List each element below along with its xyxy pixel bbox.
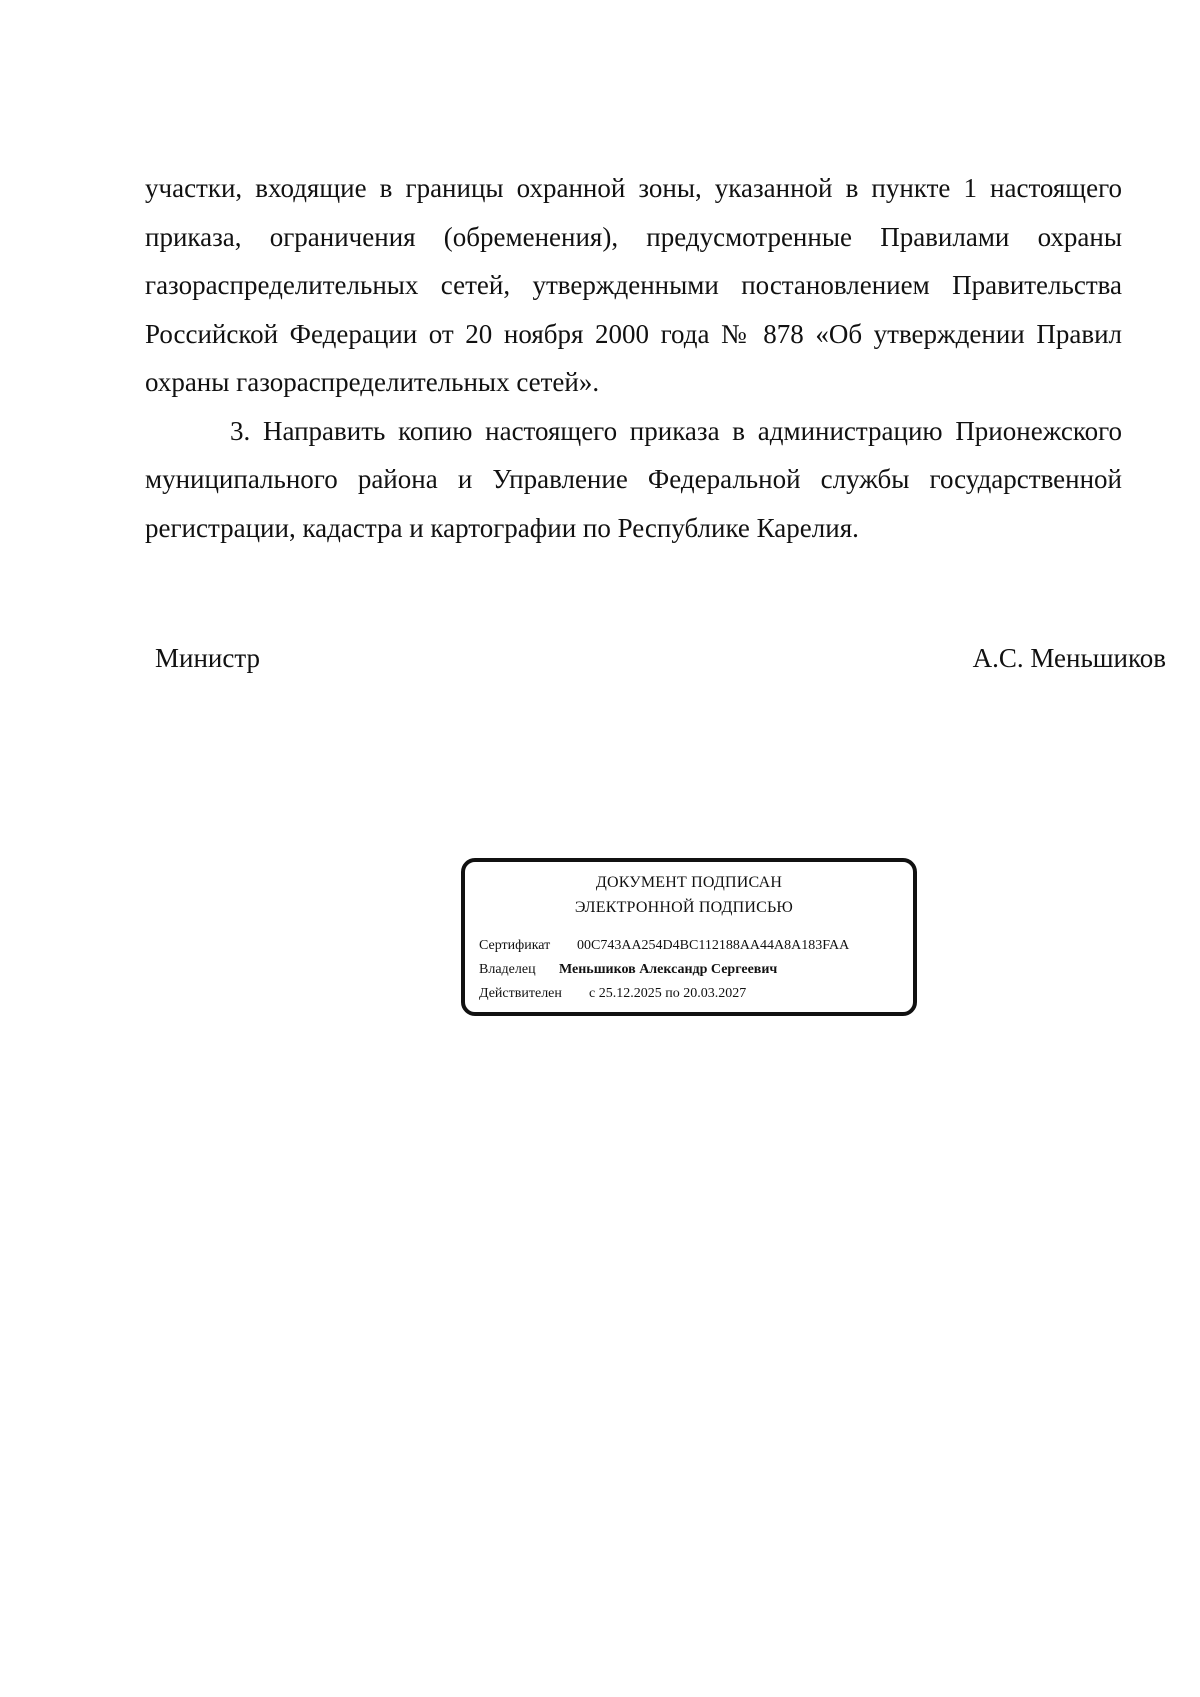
paragraph-item-3: 3. Направить копию настоящего приказа в администрацию Прионежского муниципального района и Управление Федеральной службы государственной регистрации, кадастра и картографии по Республике Карелия. xyxy=(145,415,1122,543)
stamp-validity-row xyxy=(479,984,746,1004)
stamp-title-line-2: ЭЛЕКТРОННОЙ ПОДПИСЬЮ xyxy=(574,899,794,916)
signatory-name: А.С. Меньшиков xyxy=(972,643,1166,673)
validity-value: с 25.12.2025 по 20.03.2027 xyxy=(589,986,747,1001)
validity-label: Действителен xyxy=(479,986,562,1001)
stamp-title xyxy=(465,870,913,920)
owner-label: Владелец xyxy=(479,962,536,977)
document-body xyxy=(145,164,1122,552)
stamp-title-line-1: ДОКУМЕНТ ПОДПИСАН xyxy=(595,874,783,891)
certificate-value: 00C743AA254D4BC112188AA44A8A183FAA xyxy=(577,938,850,953)
stamp-certificate-row xyxy=(479,936,849,956)
certificate-label: Сертификат xyxy=(479,938,551,953)
stamp-owner-row xyxy=(479,960,777,980)
electronic-signature-stamp xyxy=(461,858,917,1016)
signatory-position: Министр xyxy=(155,643,260,673)
paragraph-restrictions: участки, входящие в границы охранной зоны, указанной в пункте 1 настоящего приказа, ограничения (обременения), предусмотренные Правилами охраны газораспределительных сетей, утвержденными постановлением Правительства Российской Федерации от 20 ноября 2000 года № 878 «Об утверждении Правил охраны газораспределительных сетей». xyxy=(145,173,1122,397)
owner-value: Меньшиков Александр Сергеевич xyxy=(559,962,778,977)
